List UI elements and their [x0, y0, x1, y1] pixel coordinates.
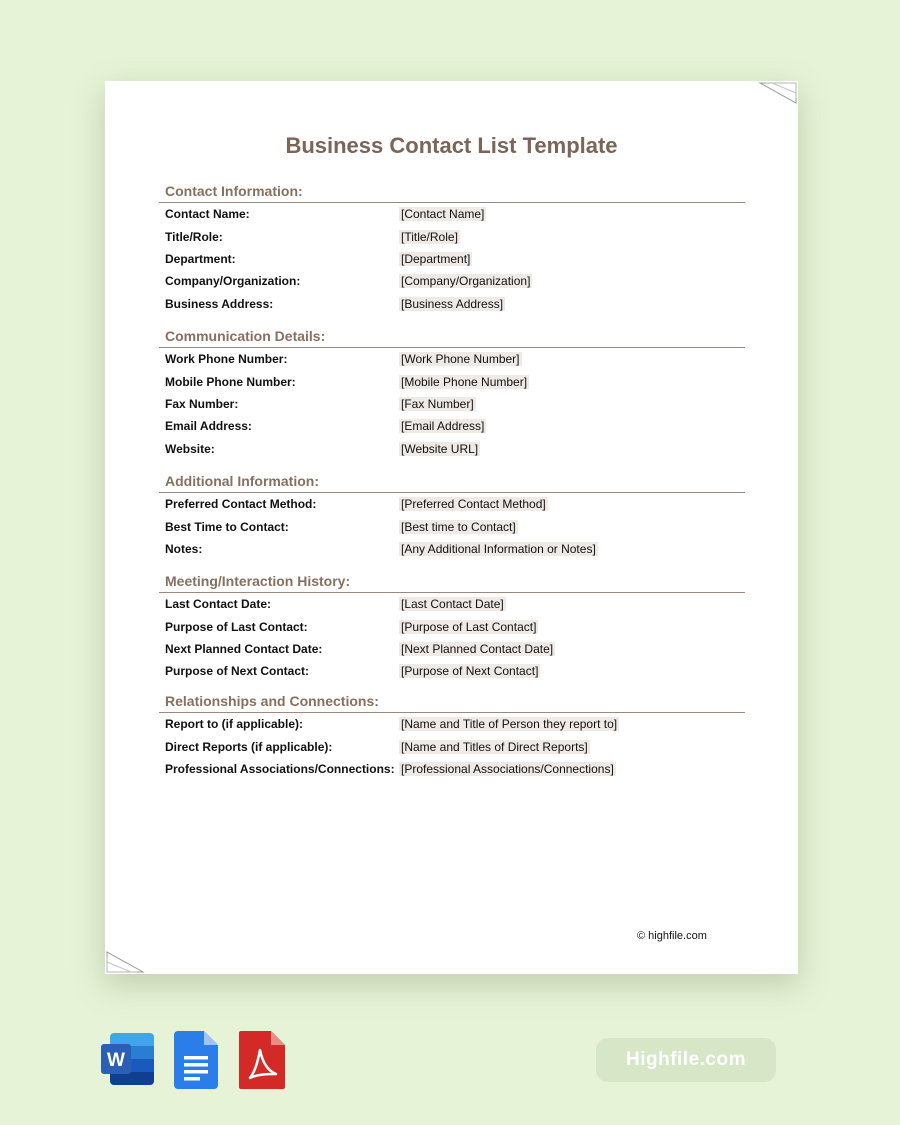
word-icon-letter: W [107, 1050, 125, 1071]
field-label: Business Address: [165, 296, 274, 311]
field-label: Title/Role: [165, 229, 223, 244]
field-value[interactable]: [Preferred Contact Method] [401, 497, 546, 512]
highfile-brand-badge[interactable]: Highfile.com [596, 1038, 776, 1082]
field-row [159, 615, 745, 637]
field-value[interactable]: [Purpose of Last Contact] [401, 619, 537, 634]
field-label: Best Time to Contact: [165, 519, 289, 534]
field-row [159, 538, 745, 560]
field-label: Professional Associations/Connections: [165, 761, 395, 776]
field-label: Email Address: [165, 419, 252, 434]
field-label: Last Contact Date: [165, 597, 272, 612]
field-row [159, 438, 745, 460]
pdf-icon[interactable] [238, 1030, 286, 1090]
field-value[interactable]: [Website URL] [401, 441, 479, 456]
field-row [159, 370, 745, 392]
corner-ornament-top-right [758, 81, 798, 105]
section-contact-information [159, 180, 745, 315]
field-value[interactable]: [Name and Titles of Direct Reports] [401, 739, 588, 754]
field-row [159, 713, 745, 735]
format-icons [100, 1030, 286, 1090]
field-row [159, 348, 745, 370]
field-row [159, 758, 745, 780]
field-value[interactable]: [Email Address] [401, 419, 485, 434]
field-value[interactable]: [Purpose of Next Contact] [401, 664, 539, 679]
document-page [105, 81, 798, 974]
field-label: Direct Reports (if applicable): [165, 739, 333, 754]
field-row [159, 248, 745, 270]
section-heading: Additional Information: [159, 470, 745, 493]
google-docs-icon[interactable] [174, 1030, 220, 1090]
field-value[interactable]: [Name and Title of Person they report to] [401, 717, 618, 732]
field-label: Contact Name: [165, 207, 250, 222]
corner-ornament-bottom-left [105, 950, 145, 974]
field-value[interactable]: [Fax Number] [401, 396, 474, 411]
field-label: Report to (if applicable): [165, 717, 303, 732]
document-title: Business Contact List Template [285, 133, 618, 158]
field-row [159, 660, 745, 682]
field-label: Purpose of Next Contact: [165, 664, 310, 679]
section-heading: Contact Information: [159, 180, 745, 203]
section-heading: Meeting/Interaction History: [159, 570, 745, 593]
field-value[interactable]: [Company/Organization] [401, 274, 531, 289]
field-row [159, 415, 745, 437]
word-icon[interactable] [100, 1030, 156, 1088]
field-label: Fax Number: [165, 396, 239, 411]
field-value[interactable]: [Title/Role] [401, 229, 458, 244]
field-value[interactable]: [Last Contact Date] [401, 597, 504, 612]
section-additional-information [159, 470, 745, 560]
field-value[interactable]: [Best time to Contact] [401, 519, 516, 534]
field-value[interactable]: [Business Address] [401, 296, 504, 311]
field-row [159, 638, 745, 660]
field-label: Notes: [165, 541, 203, 556]
field-row [159, 515, 745, 537]
field-row [159, 735, 745, 757]
field-value[interactable]: [Work Phone Number] [401, 352, 520, 367]
field-label: Purpose of Last Contact: [165, 619, 308, 634]
field-row [159, 593, 745, 615]
field-label: Preferred Contact Method: [165, 497, 317, 512]
field-row [159, 293, 745, 315]
field-label: Next Planned Contact Date: [165, 641, 323, 656]
field-value[interactable]: [Any Additional Information or Notes] [401, 541, 596, 556]
section-heading: Relationships and Connections: [159, 690, 745, 713]
field-row [159, 203, 745, 225]
field-label: Company/Organization: [165, 274, 301, 289]
section-communication-details [159, 325, 745, 460]
field-value[interactable]: [Contact Name] [401, 207, 485, 222]
field-label: Mobile Phone Number: [165, 374, 296, 389]
field-value[interactable]: [Next Planned Contact Date] [401, 641, 554, 656]
section-relationships [159, 690, 745, 780]
field-label: Work Phone Number: [165, 352, 288, 367]
field-row [159, 225, 745, 247]
field-label: Department: [165, 251, 236, 266]
copyright-text: © highfile.com [637, 930, 707, 942]
field-row [159, 493, 745, 515]
field-label: Website: [165, 441, 215, 456]
field-value[interactable]: [Department] [401, 251, 471, 266]
field-value[interactable]: [Mobile Phone Number] [401, 374, 528, 389]
field-row [159, 270, 745, 292]
field-value[interactable]: [Professional Associations/Connections] [401, 761, 614, 776]
section-meeting-history [159, 570, 745, 683]
field-row [159, 393, 745, 415]
section-heading: Communication Details: [159, 325, 745, 348]
